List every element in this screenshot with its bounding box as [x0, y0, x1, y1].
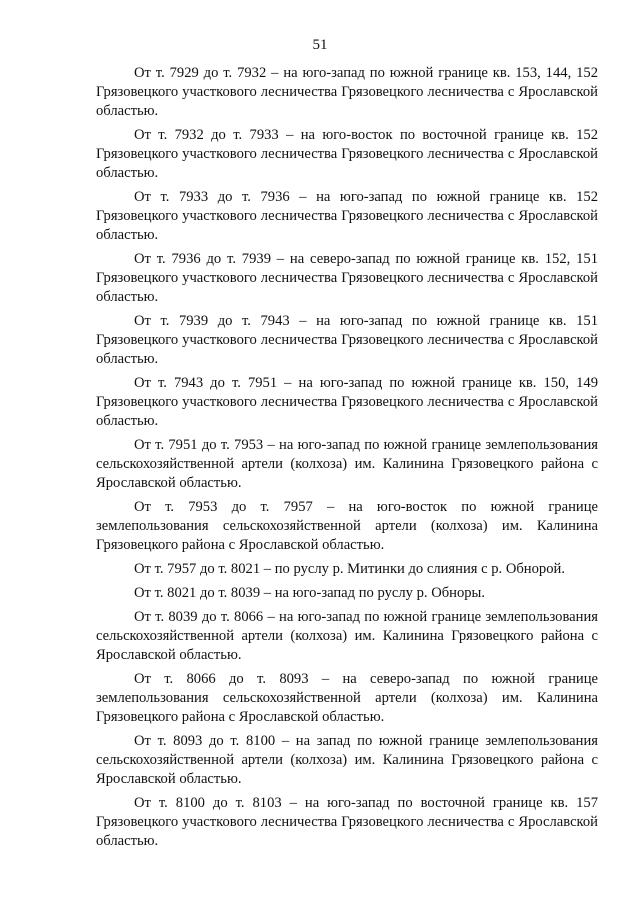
page-number: 51	[312, 37, 328, 53]
boundary-paragraph: От т. 7951 до т. 7953 – на юго-запад по южной границе землепользования сельскохозяйственной артели (колхоза) им. Калинина Грязовецкого района с Ярославской областью.	[96, 437, 598, 491]
boundary-paragraph: От т. 8093 до т. 8100 – на запад по южной границе землепользования сельскохозяйственной артели (колхоза) им. Калинина Грязовецкого района с Ярославской областью.	[96, 733, 598, 787]
boundary-paragraph: От т. 7939 до т. 7943 – на юго-запад по южной границе кв. 151 Грязовецкого участкового лесничества Грязовецкого лесничества с Ярославской областью.	[96, 313, 598, 367]
boundary-paragraph: От т. 7929 до т. 7932 – на юго-запад по южной границе кв. 153, 144, 152 Грязовецкого участкового лесничества Грязовецкого лесничества с Ярославской областью.	[96, 65, 598, 119]
boundary-paragraph: От т. 8021 до т. 8039 – на юго-запад по руслу р. Обноры.	[134, 585, 486, 601]
boundary-paragraph: От т. 7936 до т. 7939 – на северо-запад по южной границе кв. 152, 151 Грязовецкого участкового лесничества Грязовецкого лесничества с Ярославской областью.	[96, 251, 598, 305]
boundary-paragraph: От т. 7943 до т. 7951 – на юго-запад по южной границе кв. 150, 149 Грязовецкого участкового лесничества Грязовецкого лесничества с Ярославской областью.	[96, 375, 598, 429]
boundary-paragraph: От т. 7933 до т. 7936 – на юго-запад по южной границе кв. 152 Грязовецкого участкового лесничества Грязовецкого лесничества с Ярославской областью.	[96, 189, 598, 243]
boundary-paragraph: От т. 7957 до т. 8021 – по руслу р. Митинки до слияния с р. Обнорой.	[134, 561, 565, 577]
boundary-paragraph: От т. 8066 до т. 8093 – на северо-запад по южной границе землепользования сельскохозяйственной артели (колхоза) им. Калинина Грязовецкого района с Ярославской областью.	[96, 671, 598, 725]
boundary-paragraph: От т. 8100 до т. 8103 – на юго-запад по восточной границе кв. 157 Грязовецкого участкового лесничества Грязовецкого лесничества с Ярославской областью.	[96, 795, 598, 849]
boundary-paragraph: От т. 7932 до т. 7933 – на юго-восток по восточной границе кв. 152 Грязовецкого участкового лесничества Грязовецкого лесничества с Ярославской областью.	[96, 127, 598, 181]
document-body	[96, 64, 598, 856]
boundary-paragraph: От т. 7953 до т. 7957 – на юго-восток по южной границе землепользования сельскохозяйственной артели (колхоза) им. Калинина Грязовецкого района с Ярославской областью.	[96, 499, 598, 553]
boundary-paragraph: От т. 8039 до т. 8066 – на юго-запад по южной границе землепользования сельскохозяйственной артели (колхоза) им. Калинина Грязовецкого района с Ярославской областью.	[96, 609, 598, 663]
